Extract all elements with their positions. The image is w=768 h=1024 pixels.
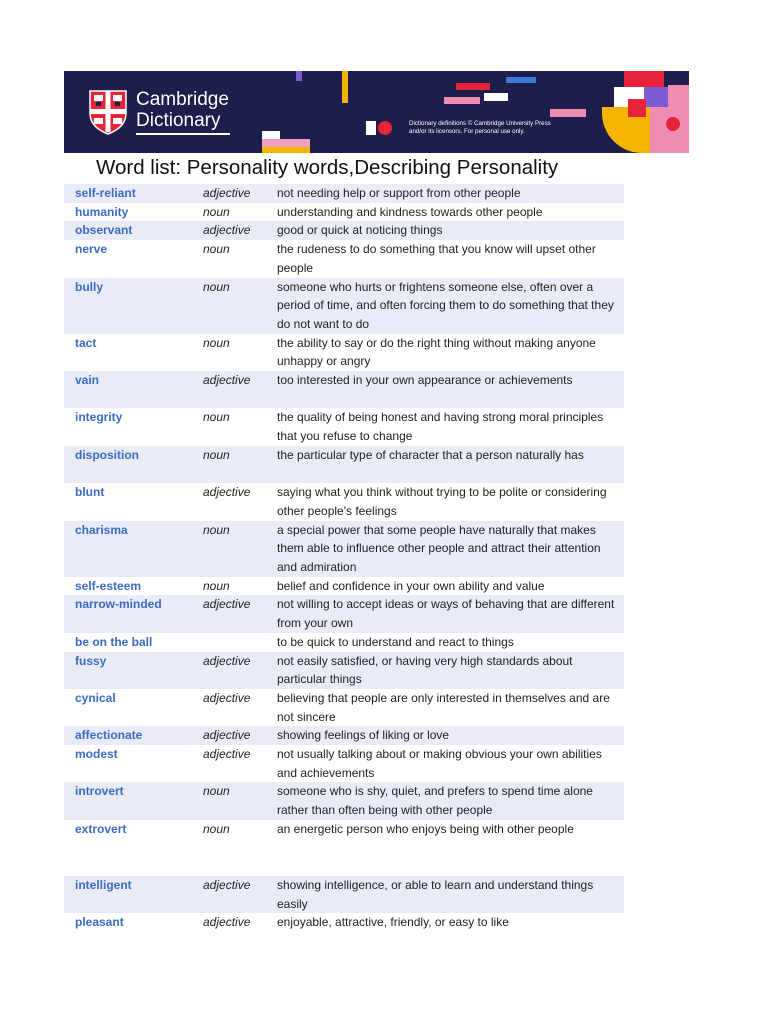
brand-line-1: Cambridge [136, 89, 229, 110]
word-row [64, 240, 624, 277]
decor-shape [262, 147, 310, 153]
entry-definition: not willing to accept ideas or ways of behaving that are different from your own [277, 597, 615, 631]
entry-word: extrovert [75, 821, 127, 836]
entry-part-of-speech: adjective [203, 597, 251, 612]
entry-definition: a special power that some people have naturally that makes them able to influence other people and attract their attention and admiration [277, 522, 601, 575]
entry-definition: believing that people are only interested in themselves and are not sincere [277, 690, 610, 724]
entry-word: be on the ball [75, 634, 153, 649]
decor-shape [456, 83, 490, 90]
decor-shape [550, 109, 586, 117]
entry-definition: good or quick at noticing things [277, 223, 443, 238]
word-row [64, 184, 624, 203]
word-row [64, 745, 624, 782]
entry-part-of-speech: noun [203, 242, 230, 257]
entry-word: charisma [75, 522, 128, 537]
entry-definition: someone who is shy, quiet, and prefers to spend time alone rather than often being with other people [277, 784, 593, 818]
entry-word: humanity [75, 204, 129, 219]
word-row [64, 595, 624, 632]
entry-definition: not easily satisfied, or having very high standards about particular things [277, 653, 573, 687]
entry-part-of-speech: noun [203, 204, 230, 219]
entry-word: self-esteem [75, 578, 142, 593]
entry-word: disposition [75, 447, 139, 462]
word-row [64, 689, 624, 726]
entry-part-of-speech: noun [203, 410, 230, 425]
word-row [64, 278, 624, 334]
entry-part-of-speech: adjective [203, 915, 251, 930]
entry-definition: the ability to say or do the right thing without making anyone unhappy or angry [277, 335, 596, 369]
entry-definition: not usually talking about or making obvious your own abilities and achievements [277, 747, 602, 780]
entry-part-of-speech: noun [203, 578, 230, 593]
word-row [64, 408, 624, 445]
entry-word: narrow-minded [75, 597, 162, 612]
entry-part-of-speech: noun [203, 335, 230, 350]
entry-definition: showing feelings of liking or love [277, 728, 450, 743]
entry-definition: showing intelligence, or able to learn and understand things easily [277, 877, 594, 911]
page-title: Word list: Personality words,Describing Personality [96, 156, 559, 179]
word-list [64, 184, 624, 932]
word-row [64, 203, 624, 222]
entry-word: integrity [75, 410, 123, 425]
decor-shape [506, 77, 536, 83]
entry-definition: to be quick to understand and react to things [277, 634, 514, 649]
entry-definition: the particular type of character that a person naturally has [277, 447, 584, 462]
entry-part-of-speech: adjective [203, 747, 251, 762]
entry-definition: not needing help or support from other people [277, 186, 521, 200]
entry-part-of-speech: adjective [203, 728, 251, 743]
word-row [64, 334, 624, 371]
entry-definition: understanding and kindness towards other people [277, 204, 543, 219]
decor-shape [444, 97, 480, 104]
brand-logo-text [136, 89, 230, 135]
decor-shape [378, 121, 392, 135]
entry-word: blunt [75, 485, 105, 500]
entry-definition: the quality of being honest and having strong moral principles that you refuse to change [277, 410, 604, 444]
word-row [64, 726, 624, 745]
decor-shape [366, 121, 376, 135]
entry-definition: saying what you think without trying to be polite or considering other people's feelings [277, 485, 607, 518]
brand-line-2: Dictionary [136, 110, 221, 131]
decor-shape [262, 139, 310, 147]
entry-word: bully [75, 279, 104, 294]
entry-part-of-speech: noun [203, 821, 230, 836]
decor-shape [624, 71, 664, 87]
entry-word: tact [75, 335, 97, 350]
entry-definition: belief and confidence in your own ability and value [277, 578, 545, 593]
decor-shape [628, 99, 646, 117]
decor-shape [644, 87, 668, 107]
decor-shape [666, 117, 680, 131]
entry-definition: too interested in your own appearance or achievements [277, 373, 573, 388]
entry-word: fussy [75, 653, 107, 668]
entry-part-of-speech: adjective [203, 690, 251, 705]
entry-part-of-speech: adjective [203, 877, 251, 892]
entry-part-of-speech: noun [203, 784, 230, 799]
word-row [64, 652, 624, 689]
entry-definition: an energetic person who enjoys being with other people [277, 821, 574, 836]
entry-part-of-speech: noun [203, 279, 230, 294]
word-row [64, 913, 624, 932]
entry-word: modest [75, 747, 118, 762]
disclaimer-line-1: Dictionary definitions © Cambridge University Press [409, 120, 551, 127]
entry-word: introvert [75, 784, 124, 799]
word-row [64, 820, 624, 839]
entry-part-of-speech: adjective [203, 373, 251, 388]
entry-definition: enjoyable, attractive, friendly, or easy to like [277, 915, 509, 930]
word-row [64, 633, 624, 652]
decor-shape [262, 131, 280, 139]
word-row [64, 782, 624, 819]
cambridge-banner [64, 71, 689, 153]
entry-word: affectionate [75, 728, 143, 743]
word-row [64, 577, 624, 596]
entry-part-of-speech: adjective [203, 223, 251, 238]
entry-word: intelligent [75, 877, 132, 892]
entry-part-of-speech: adjective [203, 485, 251, 500]
entry-word: nerve [75, 242, 108, 257]
entry-definition: the rudeness to do something that you know will upset other people [277, 242, 596, 275]
copyright-disclaimer [409, 120, 599, 136]
decor-shape [342, 71, 348, 103]
word-row [64, 221, 624, 240]
entry-word: observant [75, 223, 133, 238]
word-row [64, 446, 624, 483]
entry-word: cynical [75, 690, 116, 705]
entry-part-of-speech: adjective [203, 186, 251, 200]
entry-part-of-speech: adjective [203, 653, 251, 668]
entry-definition: someone who hurts or frightens someone else, often over a period of time, and often forcing them to do something that they do not want to do [277, 279, 614, 331]
brand-underline [136, 133, 230, 135]
entry-word: self-reliant [75, 186, 136, 200]
decor-shape [296, 71, 302, 81]
word-row [64, 483, 624, 520]
cambridge-crest-icon [88, 89, 128, 135]
word-row [64, 876, 624, 913]
word-row [64, 371, 624, 408]
entry-word: pleasant [75, 915, 124, 930]
entry-part-of-speech: noun [203, 522, 230, 537]
word-row [64, 521, 624, 577]
disclaimer-line-2: and/or its licensors. For personal use only. [409, 128, 525, 135]
decor-shape [484, 93, 508, 101]
entry-word: vain [75, 373, 100, 388]
entry-part-of-speech: noun [203, 447, 230, 462]
